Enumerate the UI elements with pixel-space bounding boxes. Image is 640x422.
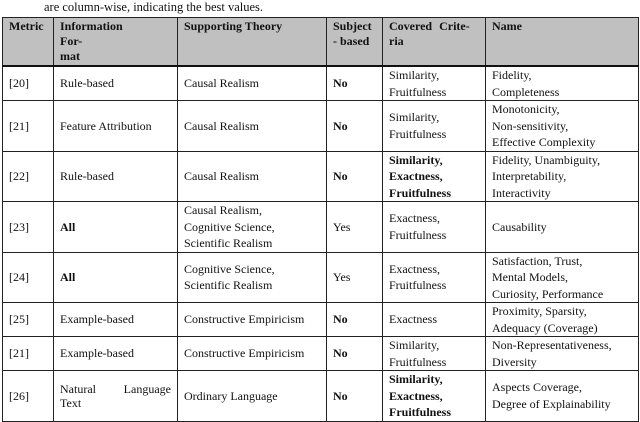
cell-metric [3,303,54,337]
cell-subject-based [327,202,383,253]
table-row [3,337,639,371]
metric-ref: [23] [9,219,29,234]
cell-metric [3,337,54,371]
table-row [3,252,639,303]
criteria-line: Fruitfulness [389,227,447,242]
name-line: Aspects Coverage, [492,380,582,395]
name-line: Non-Representativeness, [492,338,612,352]
theory-line: Causal Realism [184,169,259,183]
header-criteria-line2: ria [389,34,404,48]
criteria-line: Exactness, [389,169,443,183]
cell-subject-based [327,101,383,152]
cell-supporting-theory [178,303,327,337]
metrics-table [2,17,639,422]
cell-covered-criteria [383,202,486,253]
information-format: Rule-based [60,76,114,91]
cell-supporting-theory [178,337,327,371]
criteria-line: Fruitfulness [389,278,447,293]
cell-subject-based [327,151,383,202]
cell-subject-based [327,371,383,422]
cell-name [486,252,639,303]
cell-metric [3,66,54,101]
name-line: Fidelity, [492,68,532,82]
criteria-line: Similarity, [389,110,440,125]
metric-ref: [22] [9,169,29,183]
subject-based-value: No [333,312,348,327]
information-format: Natural Language Text [60,381,171,410]
information-format: All [60,270,76,284]
table-row [3,303,639,337]
cell-information-format [54,252,178,303]
cell-covered-criteria [383,66,486,101]
header-supporting-theory: Supporting Theory [178,18,327,67]
cell-covered-criteria [383,337,486,371]
criteria-line: Similarity, [389,372,443,386]
header-subject-line2: - based [333,34,370,48]
subject-based-value: No [333,76,348,91]
theory-line: Causal Realism, [184,203,262,217]
name-line: Fidelity, Unambiguity, [492,152,601,167]
name-line: Proximity, Sparsity, [492,304,587,318]
cell-metric [3,252,54,303]
information-format: Example-based [60,312,134,327]
theory-line: Causal Realism [184,118,259,133]
criteria-line: Exactness, [389,211,440,226]
subject-based-value: Yes [333,219,351,234]
cell-information-format [54,66,178,101]
cell-metric [3,151,54,202]
cell-name [486,337,639,371]
metric-ref: [25] [9,312,29,327]
theory-line: Cognitive Science, [184,219,275,234]
cell-supporting-theory [178,202,327,253]
header-subject-line1: Subject [333,19,372,33]
cell-supporting-theory [178,101,327,152]
table-row [3,202,639,253]
metric-ref: [21] [9,346,29,361]
cell-metric [3,101,54,152]
name-line: Mental Models, [492,270,568,284]
theory-line: Constructive Empiricism [184,312,305,327]
name-line: Diversity [492,354,537,369]
name-line: Monotonicity, [492,102,560,116]
theory-line: Scientific Realism [184,278,273,293]
table-row [3,101,639,152]
criteria-line: Exactness, [389,261,440,276]
criteria-line: Fruitfulness [389,185,452,200]
cell-information-format [54,371,178,422]
theory-line: Ordinary Language [184,388,278,403]
cell-subject-based [327,303,383,337]
information-format: Rule-based [60,169,114,183]
criteria-line: Exactness, [389,388,443,403]
metric-ref: [24] [9,270,29,284]
criteria-line: Fruitfulness [389,84,447,99]
theory-line: Cognitive Science, [184,261,275,276]
cell-subject-based [327,66,383,101]
table-row [3,66,639,101]
cell-name [486,303,639,337]
cell-covered-criteria [383,303,486,337]
header-covered-criteria [383,18,486,67]
cell-name [486,202,639,253]
cell-covered-criteria [383,151,486,202]
name-line: Non-sensitivity, [492,118,569,133]
name-line: Interactivity [492,185,551,200]
cell-covered-criteria [383,371,486,422]
metric-ref: [21] [9,118,29,133]
header-name: Name [486,18,639,67]
name-line: Curiosity, Performance [492,286,604,301]
header-information-format [54,18,178,67]
header-metric: Metric [3,18,54,67]
information-format: Feature Attribution [60,118,152,133]
cell-metric [3,371,54,422]
cell-information-format [54,337,178,371]
theory-line: Constructive Empiricism [184,346,305,361]
table-row [3,371,639,422]
cell-supporting-theory [178,66,327,101]
cell-supporting-theory [178,151,327,202]
name-line: Effective Complexity [492,135,596,149]
criteria-line: Fruitfulness [389,405,452,419]
cell-name [486,101,639,152]
subject-based-value: No [333,388,348,403]
cell-name [486,66,639,101]
metric-ref: [26] [9,388,29,403]
table-header-row [3,18,639,67]
cell-covered-criteria [383,101,486,152]
cell-information-format [54,151,178,202]
subject-based-value: No [333,346,348,361]
cell-subject-based [327,252,383,303]
theory-line: Scientific Realism [184,236,273,250]
name-line: Degree of Explainability [492,396,611,411]
subject-based-value: No [333,169,348,183]
criteria-line: Similarity, [389,68,440,82]
cell-supporting-theory [178,252,327,303]
subject-based-value: Yes [333,270,351,284]
cell-metric [3,202,54,253]
name-line: Satisfaction, Trust, [492,253,583,268]
table-row [3,151,639,202]
header-format-line1: Information For- [60,19,123,48]
cell-information-format [54,303,178,337]
criteria-line: Fruitfulness [389,354,447,369]
metric-ref: [20] [9,76,29,91]
subject-based-value: No [333,118,348,133]
cell-subject-based [327,337,383,371]
table-caption: are column-wise, indicating the best values. [44,0,264,14]
cell-information-format [54,101,178,152]
header-criteria-line1: Covered Crite- [389,19,470,33]
name-line: Adequacy (Coverage) [492,320,598,335]
name-line: Interpretability, [492,169,567,183]
information-format: All [60,219,76,234]
header-subject-based [327,18,383,67]
theory-line: Causal Realism [184,76,259,91]
cell-information-format [54,202,178,253]
criteria-line: Similarity, [389,338,440,352]
cell-covered-criteria [383,252,486,303]
criteria-line: Similarity, [389,152,443,167]
cell-supporting-theory [178,371,327,422]
information-format: Example-based [60,346,134,361]
cell-name [486,151,639,202]
cell-name [486,371,639,422]
criteria-line: Exactness [389,312,437,327]
criteria-line: Fruitfulness [389,126,447,141]
name-line: Completeness [492,84,560,99]
name-line: Causability [492,219,547,234]
header-format-line2: mat [60,49,80,63]
